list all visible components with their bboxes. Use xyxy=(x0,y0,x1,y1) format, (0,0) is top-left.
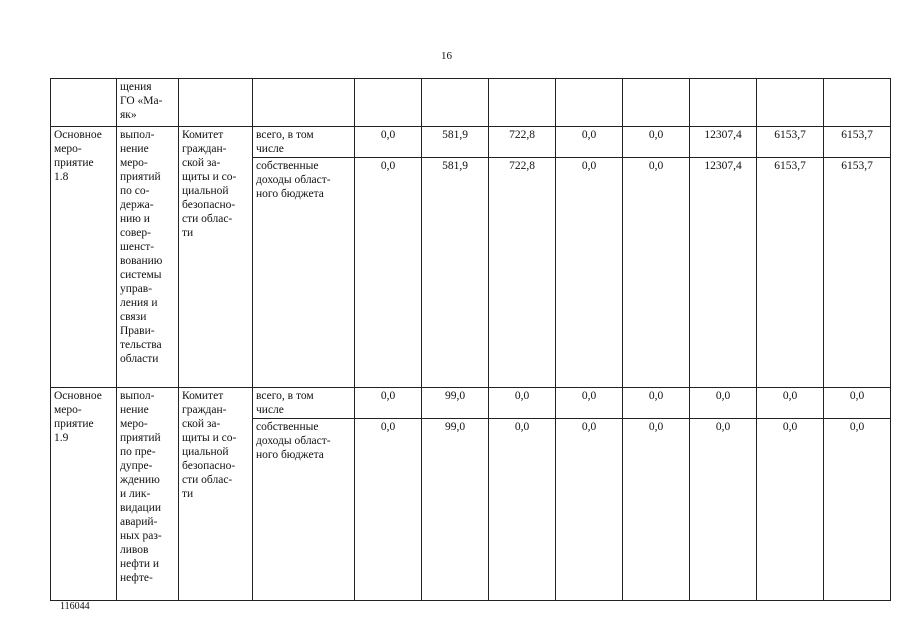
source-cell: всего, в том числе xyxy=(253,388,355,419)
value-cell: 12307,4 xyxy=(690,158,757,388)
value-cell: 0,0 xyxy=(556,388,623,419)
value-cell xyxy=(623,79,690,127)
value-cell: 6153,7 xyxy=(824,158,891,388)
value-cell: 12307,4 xyxy=(690,127,757,158)
value-cell: 0,0 xyxy=(824,388,891,419)
document-code: 116044 xyxy=(60,601,90,612)
executor-cell: Комитет граждан- ской за- щиты и со- циальной безопасно- сти облас- ти xyxy=(179,127,253,388)
value-cell: 6153,7 xyxy=(757,127,824,158)
event-description-cell: щения ГО «Ма- як» xyxy=(117,79,179,127)
value-cell: 0,0 xyxy=(355,388,422,419)
value-cell: 0,0 xyxy=(556,419,623,601)
source-cell xyxy=(253,79,355,127)
value-cell: 0,0 xyxy=(556,127,623,158)
budget-table xyxy=(50,78,891,601)
value-cell: 0,0 xyxy=(623,158,690,388)
event-description-cell: выпол- нение меро- приятий по пре- дупре- ждению и лик- видации аварий- ных раз- ливов нефти и нефте- xyxy=(117,388,179,601)
table-row xyxy=(51,127,891,158)
value-cell xyxy=(355,79,422,127)
table-row xyxy=(51,388,891,419)
source-cell: собственные доходы област- ного бюджета xyxy=(253,419,355,601)
value-cell: 6153,7 xyxy=(757,158,824,388)
value-cell: 0,0 xyxy=(757,388,824,419)
value-cell: 0,0 xyxy=(824,419,891,601)
value-cell xyxy=(489,79,556,127)
continuation-row xyxy=(51,79,891,127)
value-cell: 0,0 xyxy=(355,419,422,601)
page-number: 16 xyxy=(441,50,452,62)
value-cell: 0,0 xyxy=(757,419,824,601)
event-code-cell: Основное меро- приятие 1.9 xyxy=(51,388,117,601)
event-code-cell xyxy=(51,79,117,127)
value-cell xyxy=(824,79,891,127)
executor-cell xyxy=(179,79,253,127)
value-cell: 722,8 xyxy=(489,158,556,388)
value-cell: 0,0 xyxy=(690,419,757,601)
value-cell: 0,0 xyxy=(556,158,623,388)
value-cell: 722,8 xyxy=(489,127,556,158)
value-cell: 0,0 xyxy=(489,388,556,419)
value-cell: 581,9 xyxy=(422,158,489,388)
value-cell: 99,0 xyxy=(422,419,489,601)
value-cell xyxy=(556,79,623,127)
value-cell: 581,9 xyxy=(422,127,489,158)
source-cell: собственные доходы област- ного бюджета xyxy=(253,158,355,388)
value-cell: 0,0 xyxy=(623,388,690,419)
event-code-cell: Основное меро- приятие 1.8 xyxy=(51,127,117,388)
value-cell: 0,0 xyxy=(355,127,422,158)
source-cell: всего, в том числе xyxy=(253,127,355,158)
value-cell: 99,0 xyxy=(422,388,489,419)
value-cell: 0,0 xyxy=(623,127,690,158)
value-cell xyxy=(422,79,489,127)
value-cell: 0,0 xyxy=(355,158,422,388)
value-cell: 0,0 xyxy=(489,419,556,601)
value-cell xyxy=(757,79,824,127)
value-cell: 6153,7 xyxy=(824,127,891,158)
value-cell xyxy=(690,79,757,127)
value-cell: 0,0 xyxy=(623,419,690,601)
value-cell: 0,0 xyxy=(690,388,757,419)
event-description-cell: выпол- нение меро- приятий по со- держа- нию и совер- шенст- вованию системы управ- ления и связи Прави- тельства области xyxy=(117,127,179,388)
executor-cell: Комитет граждан- ской за- щиты и со- циальной безопасно- сти облас- ти xyxy=(179,388,253,601)
